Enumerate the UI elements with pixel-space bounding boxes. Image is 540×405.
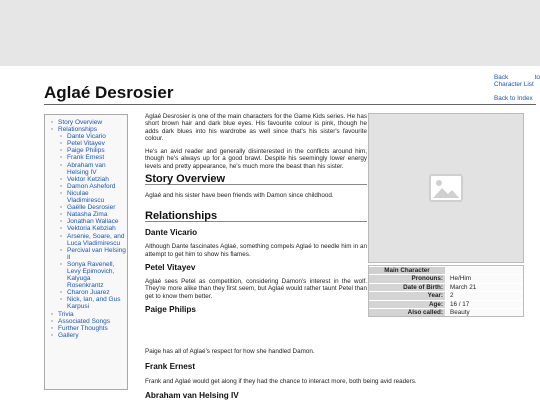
toc-item-gallery: [49, 332, 127, 339]
infobox-row: [369, 308, 523, 316]
relationship-name: Frank Ernest: [145, 362, 196, 371]
page-title: Aglaé Desrosier: [44, 83, 174, 102]
infobox-row: [369, 283, 523, 291]
toc-sublink[interactable]: Paige Philips: [67, 147, 105, 155]
toc-subitem: [58, 176, 127, 183]
toc-sublink[interactable]: Niculae Vladimirescu: [67, 189, 105, 205]
infobox-header: [369, 266, 523, 274]
toc-sublink[interactable]: Petel Vitayev: [67, 140, 105, 148]
site-banner: [0, 0, 540, 66]
relationship-text: Frank and Aglaé would get along if they had the chance to interact more, both being avid readers.: [145, 378, 417, 385]
toc-subitem: [58, 225, 127, 232]
infobox-key: Date of Birth:: [369, 284, 445, 291]
intro-paragraph: He's an avid reader and generally disinterested in the conflicts around him, though he's always up for a good brawl. Despite his seemingly lower energy levels and pretty appearance, he's much more the beast than his sister.: [145, 148, 367, 170]
toc-sublink[interactable]: Vektoria Kebziah: [67, 225, 116, 233]
relationship-name: Abraham van Helsing IV: [145, 391, 239, 400]
back-to-index-link[interactable]: Back to Index: [494, 94, 533, 102]
infobox-header-label: Main Character: [384, 267, 430, 274]
infobox-key: Pronouns:: [369, 275, 445, 282]
character-list-link[interactable]: Character List: [494, 81, 534, 89]
toc-item-trivia: [49, 311, 127, 318]
toc-subitem: [58, 183, 127, 190]
toc-subitem: [58, 289, 127, 296]
toc-link[interactable]: Trivia: [58, 310, 74, 318]
infobox-value: Beauty: [445, 309, 523, 316]
toc-subitem: [58, 133, 127, 140]
toc-sublink[interactable]: Abraham van Helsing IV: [67, 161, 106, 176]
toc-item-further-thoughts: [49, 325, 127, 332]
toc-link[interactable]: Further Thoughts: [58, 324, 108, 332]
title-divider: [44, 104, 536, 105]
toc-subitem: [58, 247, 127, 261]
toc-subitem: [58, 140, 127, 147]
table-of-contents: [44, 114, 128, 390]
infobox-value: March 21: [445, 284, 523, 291]
story-overview-text: Aglaé and his sister have been friends with Damon since childhood.: [145, 192, 334, 200]
infobox-row: [369, 291, 523, 299]
back-word: Back: [494, 74, 509, 81]
toc-subitem: [58, 190, 127, 204]
toc-subitem: [58, 162, 127, 176]
toc-subitem: [58, 154, 127, 161]
back-to-character-list-link[interactable]: [494, 74, 540, 81]
toc-sublink[interactable]: Frank Ernest: [67, 154, 105, 162]
infobox-row: [369, 274, 523, 282]
toc-sublink[interactable]: Arsenie, Soare, and Luca Vladimirescu: [67, 232, 125, 247]
toc-sublink[interactable]: Natasha Zima: [67, 211, 108, 219]
toc-link[interactable]: Associated Songs: [58, 317, 111, 325]
section-heading-story-overview: Story Overview: [145, 176, 367, 185]
toc-sublink[interactable]: Charon Juarez: [67, 289, 110, 297]
infobox-key: Also called:: [369, 309, 445, 316]
infobox-value: 16 / 17: [445, 301, 523, 308]
toc-subitem: [58, 296, 127, 310]
infobox-row: [369, 300, 523, 308]
toc-sublink[interactable]: Gaëlle Desrosier: [67, 204, 116, 212]
toc-sublink[interactable]: Vektor Ketziah: [67, 175, 109, 183]
toc-sublink[interactable]: Percival van Helsing II: [67, 246, 126, 261]
toc-sublink[interactable]: Dante Vicario: [67, 133, 106, 141]
relationship-text: Aglaé sees Petel as competition, considering Damon's interest in the wolf. They're more alike than they first seem, but Aglaé would rather taunt Petel than get to know them better.: [145, 278, 367, 300]
relationship-name: Dante Vicario: [145, 227, 198, 237]
relationship-text: Although Dante fascinates Aglaé, something compels Aglaé to needle him in an attempt to get him to show his flames.: [145, 243, 367, 258]
infobox-value: 2: [445, 292, 523, 299]
article-body: [145, 113, 367, 319]
section-heading-relationships: Relationships: [145, 213, 367, 222]
infobox-key: Age:: [369, 301, 445, 308]
infobox-header-blank: [445, 267, 523, 274]
toc-item-associated-songs: [49, 318, 127, 325]
toc-item-relationships: [49, 126, 127, 310]
toc-subitem: [58, 233, 127, 247]
character-infobox: [368, 113, 524, 317]
to-word: to: [534, 74, 540, 81]
image-placeholder-icon: [429, 174, 463, 202]
toc-item-story-overview: [49, 119, 127, 126]
infobox-table: [368, 265, 524, 317]
relationship-name: Paige Philips: [145, 305, 196, 315]
toc-subitem: [58, 147, 127, 154]
top-links: [494, 74, 540, 102]
toc-link[interactable]: Relationships: [58, 126, 98, 134]
toc-sublink[interactable]: Nick, Ian, and Gus Karpusi: [67, 296, 121, 311]
toc-subitem: [58, 261, 127, 289]
toc-link[interactable]: Gallery: [58, 331, 79, 339]
toc-sublink[interactable]: Jonathan Wallace: [67, 218, 119, 226]
toc-subitem: [58, 204, 127, 211]
relationship-text: Paige has all of Aglaé's respect for how she handled Damon.: [145, 348, 315, 355]
relationship-name: Petel Vitayev: [145, 262, 196, 272]
infobox-key: Year:: [369, 292, 445, 299]
toc-subitem: [58, 211, 127, 218]
toc-link[interactable]: Story Overview: [58, 119, 103, 126]
character-image-placeholder: [368, 113, 524, 263]
intro-paragraph: Aglaé Desrosier is one of the main characters for the Game Kids series. He has short brown hair and dark blue eyes. His favourite colour is pink, though he adds dark blues into his wardrobe as well since that's his sister's favourite colour.: [145, 113, 367, 142]
toc-sublink[interactable]: Damon Asheford: [67, 182, 116, 190]
toc-sublink[interactable]: Sonya Ravenell, Levy Epimovich, Kalyuga Rosenkrantz: [67, 260, 115, 290]
toc-subitem: [58, 218, 127, 225]
infobox-value: He/Him: [445, 275, 523, 282]
